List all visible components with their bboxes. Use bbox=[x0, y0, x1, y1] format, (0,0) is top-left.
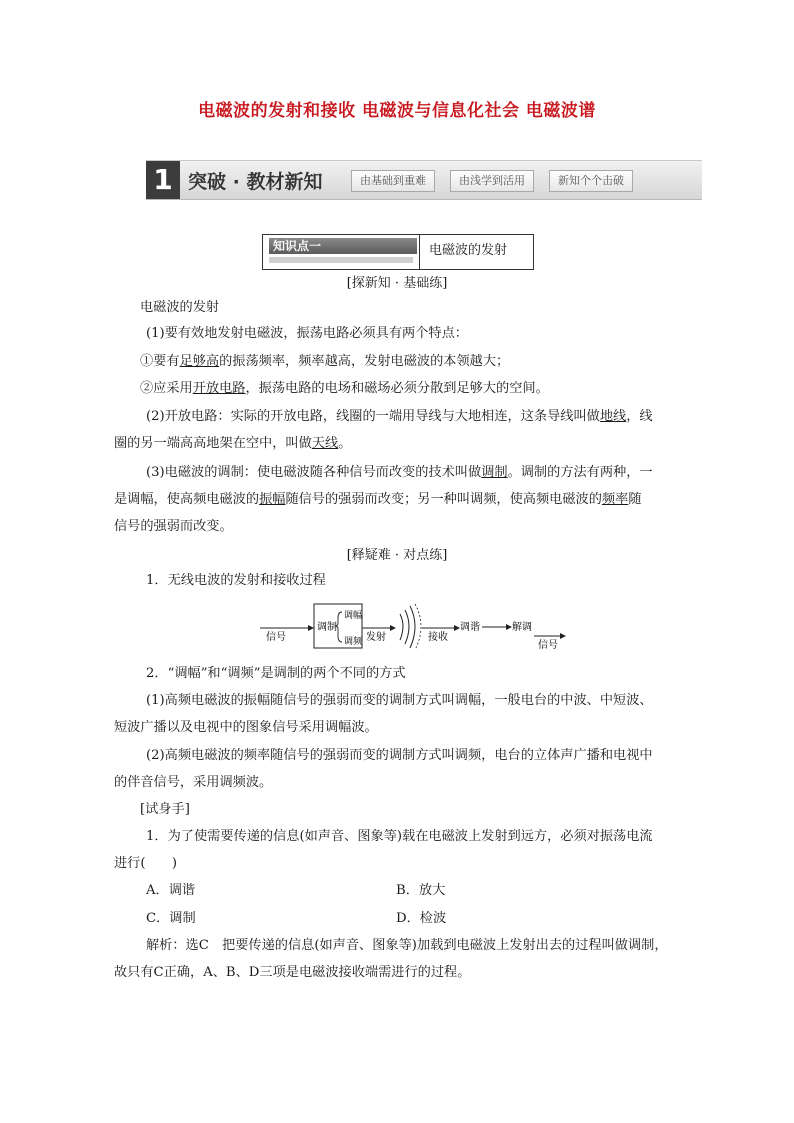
section1-p1: (1)要有效地发射电磁波，振荡电路必须具有两个特点： bbox=[146, 326, 468, 341]
answer-underline: 开放电路 bbox=[192, 381, 246, 396]
question1-line1: 1．为了使需要传递的信息(如声音、图象等)载在电磁波上发射到远方，必须对振荡电流 bbox=[146, 829, 653, 844]
wave-arc-icon bbox=[415, 604, 421, 650]
transmit-receive-diagram bbox=[256, 596, 576, 652]
wave-arc-icon bbox=[410, 606, 415, 648]
answer-underline: 地线 bbox=[599, 409, 627, 424]
knowledge-point-box bbox=[262, 234, 534, 270]
knowledge-point-label-bar bbox=[269, 257, 413, 263]
diagram-transmit: 发射 bbox=[366, 632, 386, 643]
text-run: 随信号的强弱而改变；另一种叫调频，使高频电磁波的 bbox=[285, 492, 602, 507]
diagram-signal-out: 信号 bbox=[538, 640, 558, 651]
banner-number: 1 bbox=[146, 161, 180, 199]
arrow-head-icon bbox=[560, 633, 566, 639]
section2-item2-p2-line2: 的伴音信号，采用调频波。 bbox=[114, 775, 273, 790]
text-run: 。 bbox=[338, 436, 352, 451]
option-c: C．调制 bbox=[146, 911, 196, 926]
text-run: ，线 bbox=[626, 409, 653, 424]
banner-tag-3: 新知个个击破 bbox=[549, 170, 633, 192]
answer-underline: 频率 bbox=[601, 492, 629, 507]
analysis-line2: 故只有C正确，A、B、D三项是电磁波接收端需进行的过程。 bbox=[114, 965, 471, 980]
text-run: 圈的另一端高高地架在空中，叫做 bbox=[114, 436, 312, 451]
diagram-fm: 调频 bbox=[344, 637, 363, 647]
section1-p3-line3: 信号的强弱而改变。 bbox=[114, 519, 233, 534]
wave-arc-icon bbox=[400, 614, 403, 640]
answer-underline: 足够高 bbox=[179, 354, 220, 369]
knowledge-point-topic: 电磁波的发射 bbox=[429, 243, 508, 258]
diagram-modulate: 调制 bbox=[317, 622, 337, 633]
question1-line2: 进行( ) bbox=[114, 856, 178, 871]
text-run: 。调制的方法有两种，一 bbox=[507, 465, 653, 480]
section2-item2: 2．“调幅”和“调频”是调制的两个不同的方式 bbox=[146, 666, 406, 681]
answer-underline: 振幅 bbox=[259, 492, 286, 507]
section1-p3-line1 bbox=[146, 463, 653, 483]
option-b: B．放大 bbox=[396, 883, 446, 898]
section2-item2-p1-line1: (1)高频电磁波的振幅随信号的强弱而变的调制方式叫调幅，一般电台的中波、中短波、 bbox=[146, 693, 653, 708]
section2-item2-p2-line1: (2)高频电磁波的频率随信号的强弱而变的调制方式叫调频，电台的立体声广播和电视中 bbox=[146, 748, 653, 763]
banner-title: 突破 · 教材新知 bbox=[188, 171, 323, 193]
section2-header: [释疑难 · 对点练] bbox=[346, 548, 448, 563]
text-run: ①要有 bbox=[140, 354, 180, 369]
answer-underline: 天线 bbox=[311, 436, 339, 451]
diagram-receive: 接收 bbox=[428, 632, 448, 643]
section1-p3-line2 bbox=[114, 490, 642, 510]
knowledge-point-label: 知识点一 bbox=[269, 238, 417, 254]
option-a: A．调谐 bbox=[146, 883, 196, 898]
section2-item2-p1-line2: 短波广播以及电视中的图象信号采用调幅波。 bbox=[114, 720, 378, 735]
section1-p1a bbox=[140, 352, 509, 372]
text-run: 的振荡频率，频率越高，发射电磁波的本领越大； bbox=[219, 354, 510, 369]
knowledge-point-label-cell bbox=[263, 235, 420, 269]
text-run: (2)开放电路：实际的开放电路，线圈的一端用导线与大地相连，这条导线叫做 bbox=[146, 409, 600, 424]
page-title: 电磁波的发射和接收 电磁波与信息化社会 电磁波谱 bbox=[198, 101, 596, 121]
diagram-tune: 调谐 bbox=[460, 622, 480, 633]
analysis-line1: 解析：选C 把要传递的信息(如声音、图象等)加载到电磁波上发射出去的过程叫做调制， bbox=[146, 938, 668, 953]
text-run: 是调幅，使高频电磁波的 bbox=[114, 492, 260, 507]
banner-tag-1: 由基础到重难 bbox=[351, 170, 435, 192]
answer-underline: 调制 bbox=[481, 465, 508, 480]
arrow-head-icon bbox=[308, 625, 314, 631]
section-banner bbox=[146, 160, 702, 200]
section1-heading: 电磁波的发射 bbox=[140, 300, 220, 315]
diagram-am: 调幅 bbox=[344, 611, 363, 621]
section1-p1b bbox=[140, 379, 549, 399]
text-run: ，振荡电路的电场和磁场必须分散到足够大的空间。 bbox=[245, 381, 549, 396]
section1-p2-line1 bbox=[146, 407, 653, 427]
section1-p2-line2 bbox=[114, 434, 351, 454]
text-run: 随 bbox=[628, 492, 642, 507]
diagram-demodulate: 解调 bbox=[512, 622, 532, 633]
text-run: (3)电磁波的调制：使电磁波随各种信号而改变的技术叫做 bbox=[146, 465, 482, 480]
wave-arc-icon bbox=[405, 610, 409, 644]
option-d: D．检波 bbox=[396, 911, 447, 926]
exercise-header: [试身手] bbox=[140, 802, 190, 817]
section1-header: [探新知 · 基础练] bbox=[346, 276, 448, 291]
section2-item1: 1．无线电波的发射和接收过程 bbox=[146, 573, 326, 588]
banner-tag-2: 由浅学到活用 bbox=[450, 170, 534, 192]
diagram-signal-in: 信号 bbox=[266, 632, 286, 643]
arrow-head-icon bbox=[390, 625, 396, 631]
text-run: ②应采用 bbox=[140, 381, 193, 396]
